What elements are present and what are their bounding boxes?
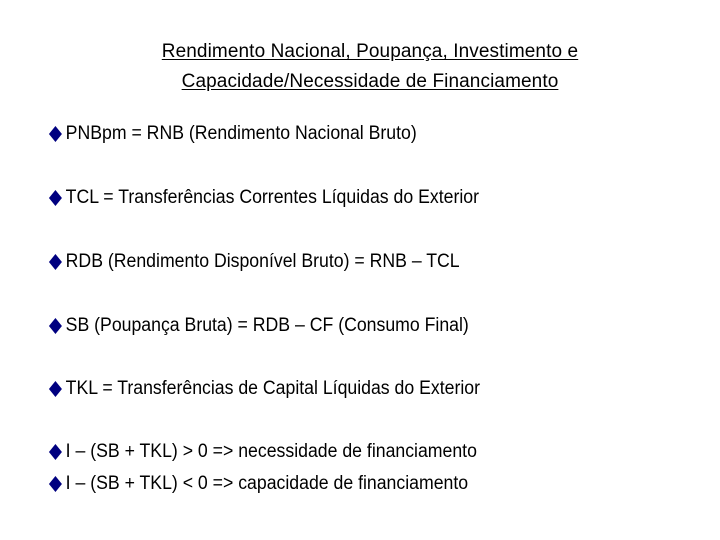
bullet-item-text: TCL = Transferências Correntes Líquidas do Exterior: [65, 187, 479, 208]
diamond-bullet-icon: [48, 189, 63, 207]
diamond-bullet-icon: [48, 253, 63, 271]
bullet-item-capacidade: [48, 472, 468, 496]
bullet-item-tcl: [48, 186, 479, 210]
diamond-bullet-icon: [48, 475, 63, 493]
bullet-item-text: I – (SB + TKL) > 0 => necessidade de financiamento: [65, 441, 477, 462]
bullet-item-text: TKL = Transferências de Capital Líquidas do Exterior: [65, 378, 480, 399]
diamond-bullet-icon: [48, 443, 63, 461]
bullet-item-rdb: [48, 250, 460, 274]
bullet-item-text: I – (SB + TKL) < 0 => capacidade de financiamento: [65, 473, 469, 494]
bullet-item-tkl: [48, 377, 480, 401]
bullet-item-sb: [48, 314, 469, 338]
slide-title-line-2: Capacidade/Necessidade de Financiamento: [181, 71, 559, 92]
bullet-item-pnbpm: [48, 122, 417, 146]
diamond-bullet-icon: [48, 317, 63, 335]
bullet-item-text: PNBpm = RNB (Rendimento Nacional Bruto): [65, 123, 417, 144]
slide-title-line-1: Rendimento Nacional, Poupança, Investimento e: [161, 41, 579, 62]
bullet-item-text: RDB (Rendimento Disponível Bruto) = RNB – TCL: [65, 251, 460, 272]
bullet-item-text: SB (Poupança Bruta) = RDB – CF (Consumo Final): [65, 315, 469, 336]
diamond-bullet-icon: [48, 380, 63, 398]
diamond-bullet-icon: [48, 125, 63, 143]
bullet-item-necessidade: [48, 440, 477, 464]
